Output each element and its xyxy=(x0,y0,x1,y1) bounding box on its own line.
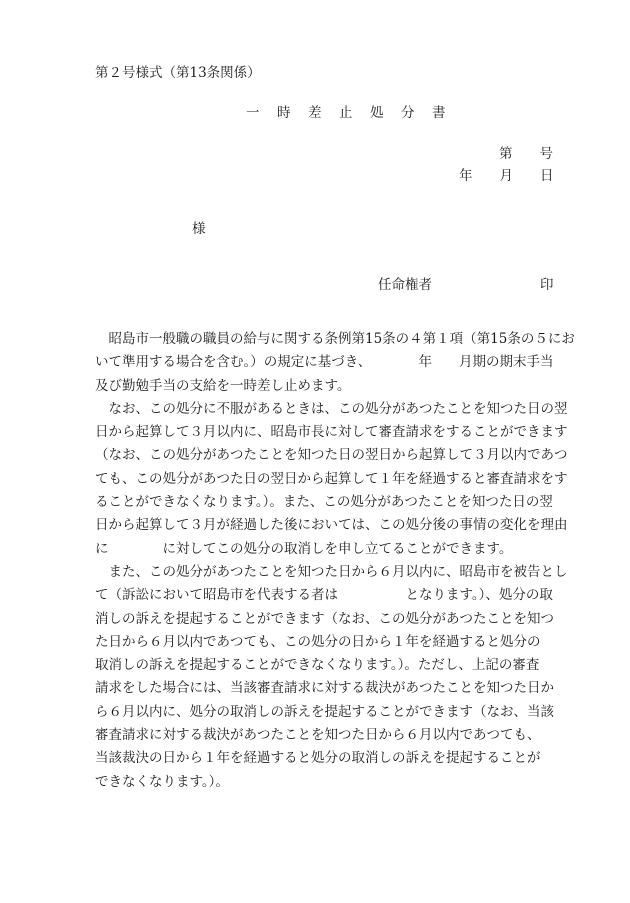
body-line: いて準用する場合を含む。）の規定に基づき、 年 月期の期末手当 xyxy=(95,354,554,371)
notice-body xyxy=(95,328,575,794)
issue-date: 年 月 日 xyxy=(459,168,554,184)
body-line: た日から６月以内であつても、この処分の日から１年を経過すると処分の xyxy=(95,633,541,650)
body-line: 及び勤勉手当の支給を一時差し止めます。 xyxy=(95,377,351,394)
body-line: ら６月以内に、処分の取消しの訴えを提起することができます（なお、当該 xyxy=(95,703,554,720)
seal-mark: 印 xyxy=(540,277,554,293)
body-line: できなくなります。）。 xyxy=(95,773,229,790)
body-line: また、この処分があつたことを知つた日から６月以内に、昭島市を被告とし xyxy=(95,563,568,580)
form-number: 第２号様式（第13条関係） xyxy=(95,65,261,81)
body-line: て（訴訟において昭島市を代表する者は となります。）、処分の取 xyxy=(95,587,553,604)
body-line: ることができなくなります。）。また、この処分があつたことを知つた日の翌 xyxy=(95,494,553,511)
body-line: 審査請求に対する裁決があつたことを知つた日から６月以内であつても、 xyxy=(95,727,541,744)
body-line: 取消しの訴えを提起することができなくなります。）。ただし、上記の審査 xyxy=(95,657,540,674)
body-line: なお、この処分に不服があるときは、この処分があつたことを知つた日の翌 xyxy=(95,400,568,417)
body-line: ても、この処分があつた日の翌日から起算して１年を経過すると審査請求をす xyxy=(95,470,568,487)
body-line: 昭島市一般職の職員の給与に関する条例第15条の４第１項（第15条の５にお xyxy=(95,331,575,347)
body-line: 日から起算して３月以内に、昭島市長に対して審査請求をすることができます xyxy=(95,424,568,441)
body-line: 請求をした場合には、当該審査請求に対する裁決があつたことを知つた日か xyxy=(95,680,554,697)
body-line: に に対してこの処分の取消しを申し立てることができます。 xyxy=(95,540,513,557)
document-number: 第 号 xyxy=(499,146,553,162)
body-line: 日から起算して３月が経過した後においては、この処分後の事情の変化を理由 xyxy=(95,517,568,534)
addressee-honorific: 様 xyxy=(192,221,206,237)
body-line: 消しの訴えを提起することができます（なお、この処分があつたことを知つ xyxy=(95,610,554,627)
document-title: 一 時 差 止 処 分 書 xyxy=(246,105,448,121)
appointer-label: 任命権者 xyxy=(378,277,432,293)
body-line: （なお、この処分があつたことを知つた日の翌日から起算して３月以内であつ xyxy=(95,447,568,464)
body-line: 当該裁決の日から１年を経過すると処分の取消しの訴えを提起することが xyxy=(95,750,541,767)
